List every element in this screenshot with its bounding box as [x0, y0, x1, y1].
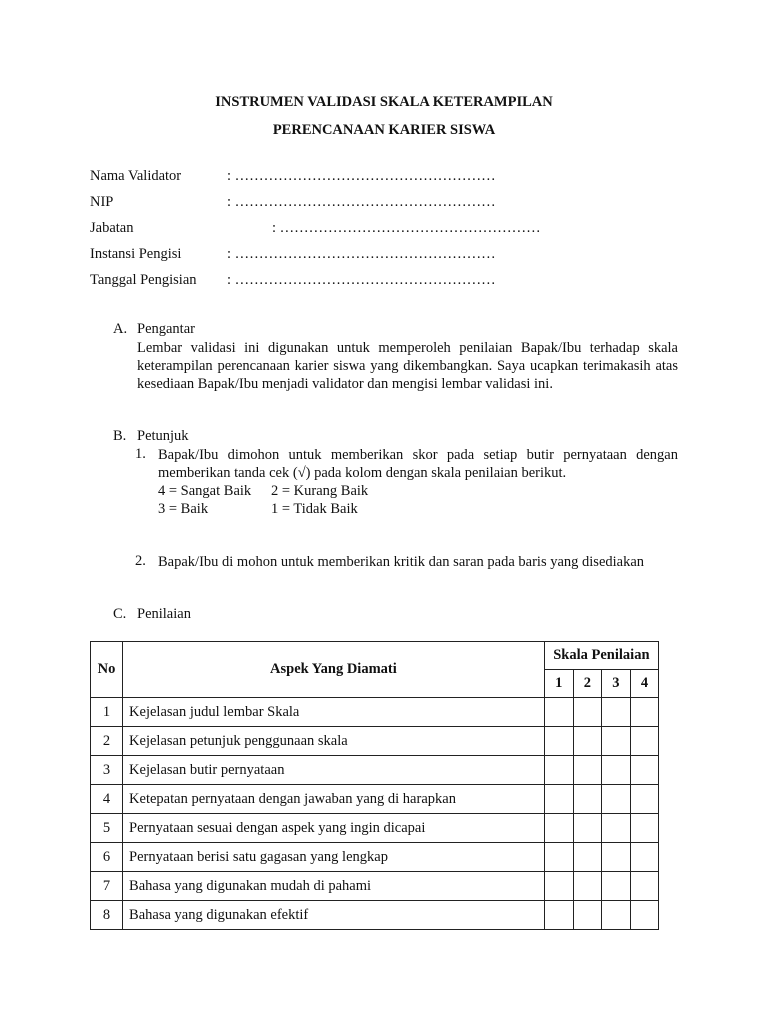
section-a-letter: A. — [113, 321, 128, 337]
instruction-2-number: 2. — [135, 553, 146, 569]
identity-value-field: : ……………………………………………… — [227, 246, 496, 262]
identity-label: NIP — [90, 194, 114, 210]
document-title-line1: INSTRUMEN VALIDASI SKALA KETERAMPILAN — [215, 94, 553, 110]
rating-cell-3[interactable] — [601, 756, 630, 785]
rating-cell-2[interactable] — [573, 872, 601, 901]
rating-cell-3[interactable] — [601, 872, 630, 901]
row-aspek: Kejelasan petunjuk penggunaan skala — [123, 727, 545, 756]
row-aspek: Kejelasan butir pernyataan — [123, 756, 545, 785]
scale-tidak-baik: 1 = Tidak Baik — [271, 501, 358, 517]
rating-cell-1[interactable] — [544, 756, 573, 785]
rating-cell-2[interactable] — [573, 901, 601, 930]
rating-cell-3[interactable] — [601, 901, 630, 930]
rating-cell-4[interactable] — [630, 785, 658, 814]
rating-cell-2[interactable] — [573, 843, 601, 872]
header-aspek: Aspek Yang Diamati — [123, 642, 545, 698]
table-row — [91, 814, 659, 843]
instruction-1-text: Bapak/Ibu dimohon untuk memberikan skor pada setiap butir pernyataan dengan memberikan tanda cek (√) pada kolom dengan skala penilaian berikut. — [158, 447, 678, 481]
identity-label: Instansi Pengisi — [90, 246, 182, 262]
rating-cell-1[interactable] — [544, 698, 573, 727]
table-row — [91, 843, 659, 872]
row-number: 6 — [91, 843, 123, 872]
rating-cell-4[interactable] — [630, 901, 658, 930]
rating-cell-3[interactable] — [601, 814, 630, 843]
row-number: 2 — [91, 727, 123, 756]
rating-cell-4[interactable] — [630, 872, 658, 901]
instruction-2-text: Bapak/Ibu di mohon untuk memberikan kritik dan saran pada baris yang disediakan — [158, 554, 645, 570]
document-title-line2: PERENCANAAN KARIER SISWA — [272, 122, 496, 138]
row-aspek: Bahasa yang digunakan mudah di pahami — [123, 872, 545, 901]
row-number: 4 — [91, 785, 123, 814]
rating-cell-3[interactable] — [601, 727, 630, 756]
identity-value-field: : ……………………………………………… — [227, 194, 496, 210]
row-aspek: Pernyataan sesuai dengan aspek yang ingin dicapai — [123, 814, 545, 843]
header-skala-penilaian: Skala Penilaian — [544, 642, 658, 670]
row-number: 7 — [91, 872, 123, 901]
row-aspek: Bahasa yang digunakan efektif — [123, 901, 545, 930]
rating-cell-3[interactable] — [601, 843, 630, 872]
instruction-1-number: 1. — [135, 446, 146, 462]
rating-cell-1[interactable] — [544, 843, 573, 872]
section-c-title: Penilaian — [137, 606, 191, 622]
row-number: 8 — [91, 901, 123, 930]
rating-cell-1[interactable] — [544, 901, 573, 930]
table-header-row — [91, 642, 659, 670]
rating-cell-4[interactable] — [630, 843, 658, 872]
assessment-table — [90, 641, 659, 930]
identity-value-field: : ……………………………………………… — [227, 168, 496, 184]
section-c-letter: C. — [113, 606, 127, 622]
rating-cell-2[interactable] — [573, 727, 601, 756]
rating-cell-3[interactable] — [601, 785, 630, 814]
rating-cell-2[interactable] — [573, 756, 601, 785]
rating-cell-2[interactable] — [573, 785, 601, 814]
rating-cell-4[interactable] — [630, 727, 658, 756]
scale-baik: 3 = Baik — [158, 501, 209, 517]
rating-cell-3[interactable] — [601, 698, 630, 727]
identity-value-field: : ……………………………………………… — [272, 220, 541, 236]
row-aspek: Pernyataan berisi satu gagasan yang lengkap — [123, 843, 545, 872]
table-row — [91, 698, 659, 727]
rating-cell-2[interactable] — [573, 814, 601, 843]
header-scale-3: 3 — [601, 670, 630, 698]
table-row — [91, 872, 659, 901]
rating-cell-4[interactable] — [630, 756, 658, 785]
row-number: 1 — [91, 698, 123, 727]
identity-label: Tanggal Pengisian — [90, 272, 197, 288]
section-a-title: Pengantar — [137, 321, 195, 337]
section-b-title: Petunjuk — [137, 428, 189, 444]
header-scale-1: 1 — [544, 670, 573, 698]
row-aspek: Ketepatan pernyataan dengan jawaban yang di harapkan — [123, 785, 545, 814]
identity-label: Nama Validator — [90, 168, 182, 184]
rating-cell-4[interactable] — [630, 814, 658, 843]
row-number: 3 — [91, 756, 123, 785]
section-a-paragraph: Lembar validasi ini digunakan untuk memperoleh penilaian Bapak/Ibu terhadap skala keterampilan perencanaan karier siswa yang dikembangkan. Saya ucapkan terimakasih atas kesediaan Bapak/Ibu menjadi validator dan mengisi lembar validasi ini. — [137, 340, 678, 392]
table-row — [91, 901, 659, 930]
rating-cell-1[interactable] — [544, 727, 573, 756]
header-no: No — [91, 642, 123, 698]
table-row — [91, 727, 659, 756]
row-aspek: Kejelasan judul lembar Skala — [123, 698, 545, 727]
identity-label: Jabatan — [90, 220, 134, 236]
rating-cell-4[interactable] — [630, 698, 658, 727]
scale-kurang-baik: 2 = Kurang Baik — [271, 483, 369, 499]
scale-sangat-baik: 4 = Sangat Baik — [158, 483, 252, 499]
section-b-letter: B. — [113, 428, 127, 444]
header-scale-4: 4 — [630, 670, 658, 698]
table-row — [91, 756, 659, 785]
rating-cell-1[interactable] — [544, 785, 573, 814]
identity-value-field: : ……………………………………………… — [227, 272, 496, 288]
header-scale-2: 2 — [573, 670, 601, 698]
rating-cell-1[interactable] — [544, 814, 573, 843]
rating-cell-1[interactable] — [544, 872, 573, 901]
row-number: 5 — [91, 814, 123, 843]
rating-cell-2[interactable] — [573, 698, 601, 727]
table-row — [91, 785, 659, 814]
